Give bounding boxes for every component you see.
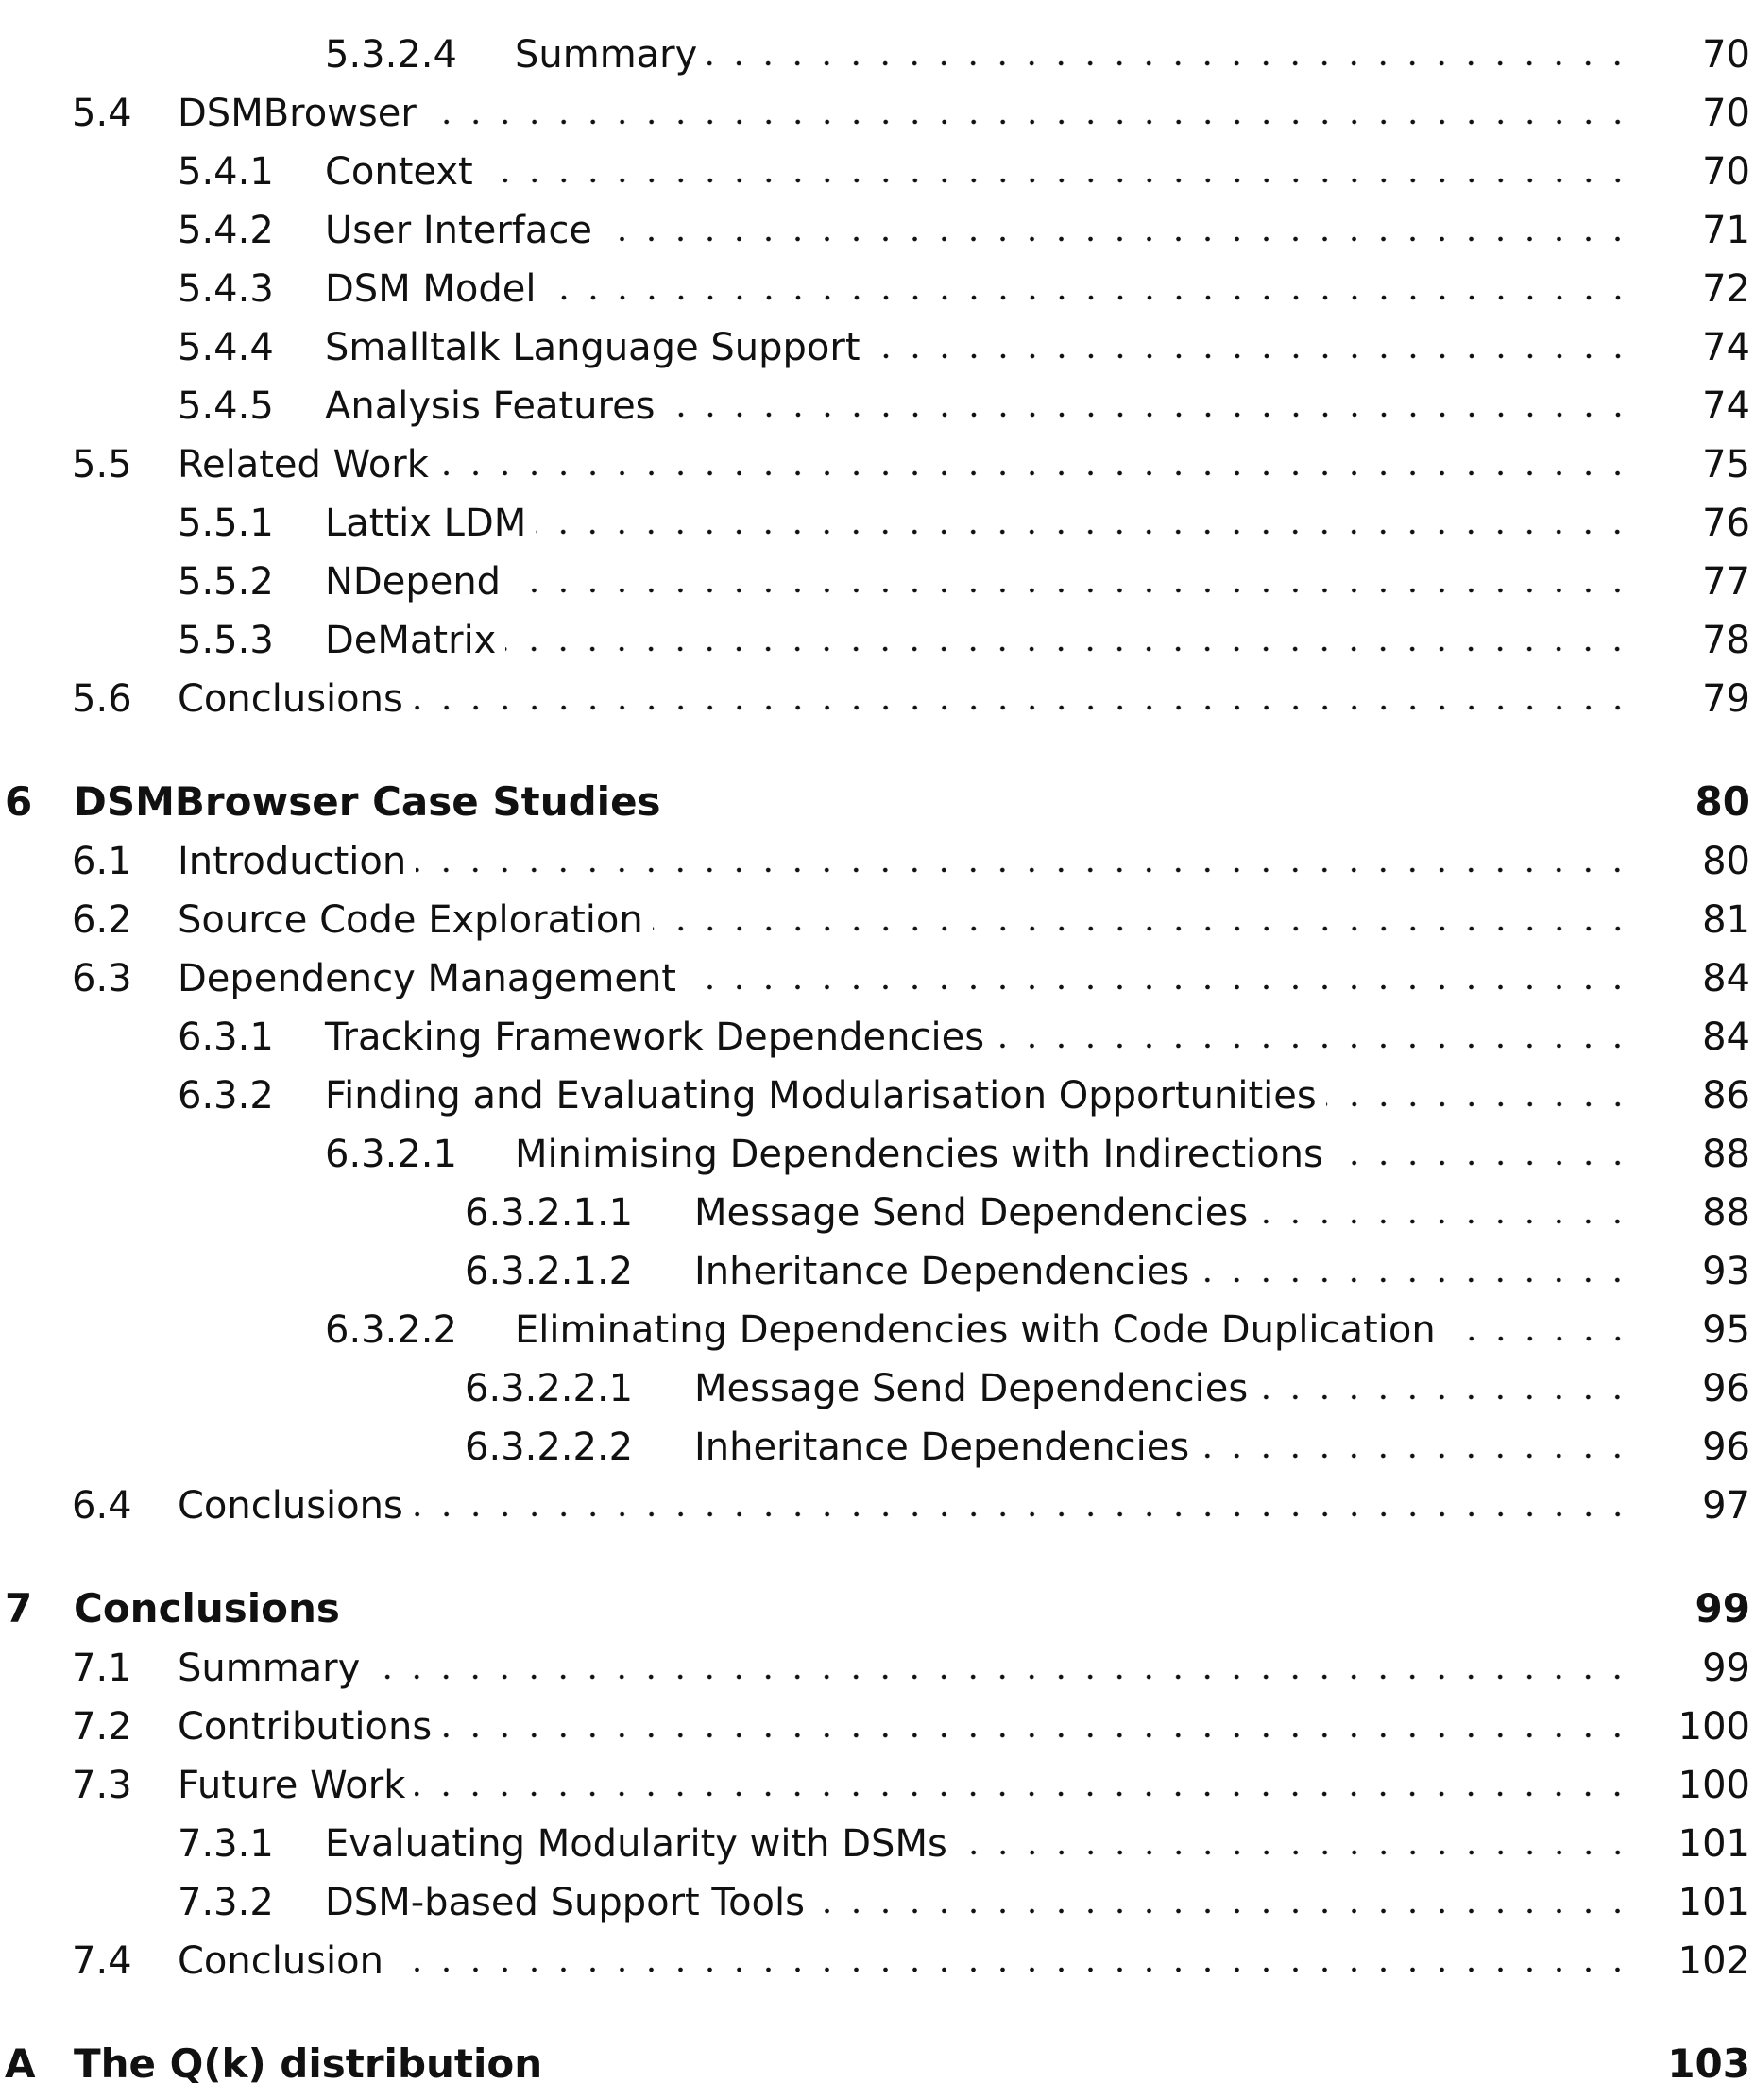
toc-number: 7.3: [72, 1764, 132, 1807]
toc-number: 6.3.2.2: [325, 1308, 457, 1352]
toc-page-number: 74: [1702, 326, 1750, 369]
toc-number: 7: [5, 1585, 33, 1631]
toc-page-number: 96: [1702, 1367, 1750, 1410]
toc-page-number: 79: [1702, 677, 1750, 721]
toc-number: 5.3.2.4: [325, 33, 457, 77]
toc-entry-row[interactable]: [0, 489, 1755, 545]
toc-page-number: 101: [1678, 1822, 1750, 1866]
toc-leader-dots: [1257, 1394, 1632, 1400]
toc-number: 6.1: [72, 840, 132, 883]
toc-title: Evaluating Modularity with DSMs: [325, 1822, 947, 1866]
toc-entry-row[interactable]: [0, 372, 1755, 428]
toc-number: 7.4: [72, 1939, 132, 1983]
toc-leader-dots: [546, 295, 1632, 300]
toc-number: 5.5.3: [178, 619, 274, 662]
toc-entry-row[interactable]: [0, 1693, 1755, 1749]
toc-leader-dots: [1445, 1336, 1632, 1341]
toc-entry-row[interactable]: [0, 196, 1755, 252]
toc-leader-dots: [441, 1733, 1632, 1738]
toc-number: 6.3.2: [178, 1074, 274, 1118]
toc-number: 7.2: [72, 1705, 132, 1749]
toc-leader-dots: [686, 984, 1632, 990]
toc-leader-dots: [1199, 1277, 1632, 1283]
toc-page-number: 95: [1702, 1308, 1750, 1352]
toc-title: Summary: [515, 33, 698, 77]
toc-page-number: 76: [1702, 502, 1750, 545]
toc-entry-row[interactable]: [0, 1869, 1755, 1924]
toc-title: Dependency Management: [178, 957, 676, 1000]
toc-title: Contributions: [178, 1705, 433, 1749]
toc-title: Minimising Dependencies with Indirections: [515, 1133, 1323, 1176]
toc-page-number: 103: [1667, 2040, 1750, 2087]
toc-title: Eliminating Dependencies with Code Duplication: [515, 1308, 1436, 1352]
toc-page-number: 74: [1702, 384, 1750, 428]
toc-entry-row[interactable]: [0, 1927, 1755, 1983]
toc-entry-row[interactable]: [0, 1238, 1755, 1293]
toc-title: Smalltalk Language Support: [325, 326, 860, 369]
toc-page-number: 81: [1702, 898, 1750, 942]
toc-page-number: 93: [1702, 1250, 1750, 1293]
toc-page-number: 101: [1678, 1881, 1750, 1924]
toc-number: 6.4: [72, 1484, 132, 1528]
toc-title: Conclusion: [178, 1939, 383, 1983]
toc-title: Source Code Exploration: [178, 898, 643, 942]
toc-title: NDepend: [325, 560, 502, 604]
toc-number: 6.3: [72, 957, 132, 1000]
toc-title: Related Work: [178, 443, 429, 487]
toc-title: Tracking Framework Dependencies: [325, 1016, 985, 1059]
toc-entry-row[interactable]: [0, 314, 1755, 367]
toc-entry-row[interactable]: [0, 1179, 1755, 1235]
toc-leader-dots: [814, 1908, 1632, 1914]
toc-page-number: 84: [1702, 957, 1750, 1000]
toc-page-number: 75: [1702, 443, 1750, 487]
toc-number: 7.3.1: [178, 1822, 274, 1866]
toc-number: 6.3.2.1.1: [465, 1191, 634, 1235]
toc-page-number: 70: [1702, 150, 1750, 194]
toc-entry-row[interactable]: [0, 138, 1755, 194]
toc-entry-row[interactable]: [0, 21, 1755, 77]
toc-chapter-row[interactable]: [0, 769, 1755, 825]
toc-number: 5.4.5: [178, 384, 274, 428]
toc-number: 5.5: [72, 443, 132, 487]
toc-number: 5.5.1: [178, 502, 274, 545]
toc-entry-row[interactable]: [0, 1413, 1755, 1469]
toc-leader-dots: [1333, 1160, 1632, 1166]
toc-entry-row[interactable]: [0, 1062, 1755, 1118]
toc-entry-row[interactable]: [0, 665, 1755, 721]
toc-title: Message Send Dependencies: [694, 1367, 1249, 1410]
toc-page-number: 100: [1678, 1764, 1750, 1807]
toc-page-number: 78: [1702, 619, 1750, 662]
toc-leader-dots: [510, 588, 1632, 593]
toc-number: 5.4: [72, 92, 132, 135]
toc-page-number: 96: [1702, 1426, 1750, 1469]
toc-page-number: 97: [1702, 1484, 1750, 1528]
toc-title: DSM-based Support Tools: [325, 1881, 805, 1924]
toc-title: User Interface: [325, 209, 592, 252]
toc-page-number: 80: [1695, 778, 1750, 825]
toc-page-number: 80: [1702, 840, 1750, 883]
toc-leader-dots: [483, 178, 1632, 183]
toc-title: Future Work: [178, 1764, 406, 1807]
toc-number: 6.2: [72, 898, 132, 942]
toc-leader-dots: [413, 1511, 1632, 1517]
toc-entry-row[interactable]: [0, 79, 1755, 135]
toc-leader-dots: [653, 926, 1632, 931]
toc-leader-dots: [369, 1674, 1632, 1680]
toc-title: Lattix LDM: [325, 502, 527, 545]
toc-number: A: [5, 2040, 36, 2087]
toc-title: DSMBrowser Case Studies: [74, 778, 661, 825]
toc-leader-dots: [870, 353, 1632, 359]
toc-number: 6.3.2.1: [325, 1133, 457, 1176]
toc-page-number: 88: [1702, 1133, 1750, 1176]
toc-title: Finding and Evaluating Modularisation Opportunities: [325, 1074, 1317, 1118]
toc-entry-row[interactable]: [0, 548, 1755, 604]
toc-entry-row[interactable]: [0, 606, 1755, 662]
toc-page-number: 71: [1702, 209, 1750, 252]
toc-page-number: 70: [1702, 33, 1750, 77]
toc-title: DSM Model: [325, 267, 537, 311]
toc-entry-row[interactable]: [0, 1810, 1755, 1866]
toc-entry-row[interactable]: [0, 1003, 1755, 1059]
toc-title: Inheritance Dependencies: [694, 1426, 1190, 1469]
toc-page-number: 100: [1678, 1705, 1750, 1749]
toc-entry-row[interactable]: [0, 1120, 1755, 1176]
toc-title: Message Send Dependencies: [694, 1191, 1249, 1235]
toc-page-number: 86: [1702, 1074, 1750, 1118]
toc-entry-row[interactable]: [0, 1296, 1755, 1352]
toc-title: Conclusions: [178, 1484, 403, 1528]
toc-title: Conclusions: [74, 1585, 340, 1631]
toc-number: 5.4.4: [178, 326, 274, 369]
toc-entry-row[interactable]: [0, 1355, 1755, 1408]
toc-title: Analysis Features: [325, 384, 656, 428]
toc-chapter-row[interactable]: [0, 1576, 1755, 1629]
toc-leader-dots: [536, 529, 1632, 535]
toc-entry-row[interactable]: [0, 828, 1755, 883]
toc-leader-dots: [416, 867, 1632, 873]
toc-leader-dots: [707, 60, 1632, 66]
toc-number: 7.1: [72, 1647, 132, 1690]
toc-title: DSMBrowser: [178, 92, 417, 135]
toc-title: The Q(k) distribution: [74, 2040, 543, 2087]
toc-leader-dots: [1199, 1453, 1632, 1459]
toc-title: Context: [325, 150, 473, 194]
toc-page-number: 84: [1702, 1016, 1750, 1059]
toc-number: 6.3.2.2.2: [465, 1426, 634, 1469]
toc-number: 5.6: [72, 677, 132, 721]
toc-title: Summary: [178, 1647, 361, 1690]
toc-entry-row[interactable]: [0, 886, 1755, 942]
toc-number: 5.4.2: [178, 209, 274, 252]
toc-leader-dots: [994, 1043, 1632, 1049]
toc-leader-dots: [665, 412, 1632, 418]
toc-number: 7.3.2: [178, 1881, 274, 1924]
toc-entry-row[interactable]: [0, 1751, 1755, 1807]
toc-page-number: 77: [1702, 560, 1750, 604]
toc-entry-row[interactable]: [0, 1472, 1755, 1528]
toc-entry-row[interactable]: [0, 431, 1755, 487]
toc-entry-row[interactable]: [0, 255, 1755, 311]
toc-page-number: 72: [1702, 267, 1750, 311]
toc-chapter-row[interactable]: [0, 2031, 1755, 2087]
toc-number: 6.3.2.2.1: [465, 1367, 634, 1410]
toc-title: Conclusions: [178, 677, 403, 721]
toc-page-number: 70: [1702, 92, 1750, 135]
toc-leader-dots: [438, 470, 1632, 476]
toc-number: 5.4.3: [178, 267, 274, 311]
toc-leader-dots: [415, 1791, 1632, 1797]
toc-title: Introduction: [178, 840, 407, 883]
toc-page-number: 99: [1695, 1585, 1750, 1631]
toc-page-number: 102: [1678, 1939, 1750, 1983]
toc-leader-dots: [505, 646, 1632, 652]
toc-entry-row[interactable]: [0, 1634, 1755, 1690]
toc-page-number: 88: [1702, 1191, 1750, 1235]
toc-leader-dots: [413, 705, 1632, 710]
toc-number: 6: [5, 778, 33, 825]
toc-title: DeMatrix: [325, 619, 497, 662]
toc-entry-row[interactable]: [0, 945, 1755, 998]
toc-leader-dots: [426, 119, 1632, 125]
toc-number: 5.4.1: [178, 150, 274, 194]
toc-leader-dots: [602, 236, 1632, 242]
toc-number: 6.3.1: [178, 1016, 274, 1059]
toc-leader-dots: [957, 1850, 1632, 1855]
toc-page-number: 99: [1702, 1647, 1750, 1690]
toc-number: 6.3.2.1.2: [465, 1250, 634, 1293]
toc-number: 5.5.2: [178, 560, 274, 604]
toc-leader-dots: [393, 1967, 1632, 1972]
toc-leader-dots: [1257, 1219, 1632, 1224]
toc-leader-dots: [1326, 1101, 1632, 1107]
toc-title: Inheritance Dependencies: [694, 1250, 1190, 1293]
